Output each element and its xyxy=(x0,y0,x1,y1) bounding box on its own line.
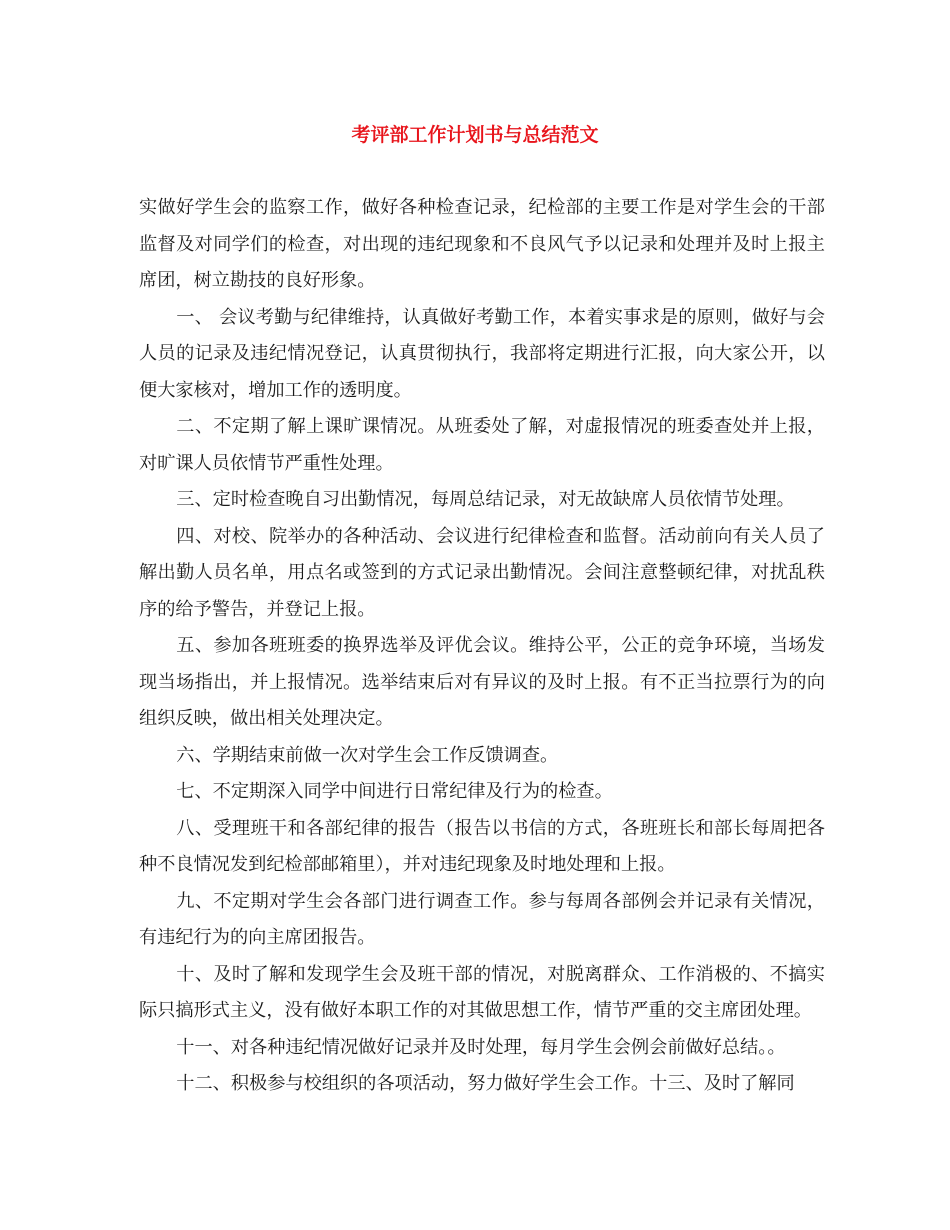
paragraph-item-5: 五、参加各班班委的换界选举及评优会议。维持公平，公正的竞争环境，当场发现当场指出，并上报情况。选举结束后对有异议的及时上报。有不正当拉票行为的向组织反映，做出相关处理决定。 xyxy=(139,635,825,729)
document-title: 考评部工作计划书与总结范文 xyxy=(351,124,599,146)
paragraph-item-3: 三、定时检查晚自习出勤情况，每周总结记录，对无故缺席人员依情节处理。 xyxy=(176,489,795,510)
paragraph-item-8: 八、受理班干和各部纪律的报告（报告以书信的方式，各班班长和部长每周把各种不良情况发到纪检部邮箱里），并对违纪现象及时地处理和上报。 xyxy=(139,817,825,875)
paragraph-intro: 实做好学生会的监察工作，做好各种检查记录，纪检部的主要工作是对学生会的干部监督及对同学们的检查，对出现的违纪现象和不良风气予以记录和处理并及时上报主席团，树立勘技的良好形象。 xyxy=(139,197,825,291)
paragraph-item-6: 六、学期结束前做一次对学生会工作反馈调查。 xyxy=(176,744,559,766)
document-body xyxy=(139,190,825,1103)
paragraph-item-1: 一、 会议考勤与纪律维持，认真做好考勤工作，本着实事求是的原则，做好与会人员的记录及违纪情况登记，认真贯彻执行，我部将定期进行汇报，向大家公开，以便大家核对，增加工作的透明度。 xyxy=(139,306,825,401)
paragraph-item-12: 十二、积极参与校组织的各项活动，努力做好学生会工作。十三、及时了解同 xyxy=(176,1073,795,1094)
paragraph-item-11: 十一、对各种违纪情况做好记录并及时处理，每月学生会例会前做好总结。。 xyxy=(176,1036,786,1058)
paragraph-item-10: 十、及时了解和发现学生会及班干部的情况，对脱离群众、工作消极的、不搞实际只搞形式主义，没有做好本职工作的对其做思想工作，情节严重的交主席团处理。 xyxy=(139,963,825,1021)
paragraph-item-9: 九、不定期对学生会各部门进行调查工作。参与每周各部例会并记录有关情况，有违纪行为的向主席团报告。 xyxy=(139,890,825,948)
paragraph-item-7: 七、不定期深入同学中间进行日常纪律及行为的检查。 xyxy=(176,781,613,802)
paragraph-item-4: 四、对校、院举办的各种活动、会议进行纪律检查和监督。活动前向有关人员了解出勤人员名单，用点名或签到的方式记录出勤情况。会间注意整顿纪律，对扰乱秩序的给予警告，并登记上报。 xyxy=(139,525,825,620)
paragraph-item-2: 二、不定期了解上课旷课情况。从班委处了解，对虚报情况的班委查处并上报，对旷课人员依情节严重性处理。 xyxy=(139,416,825,474)
